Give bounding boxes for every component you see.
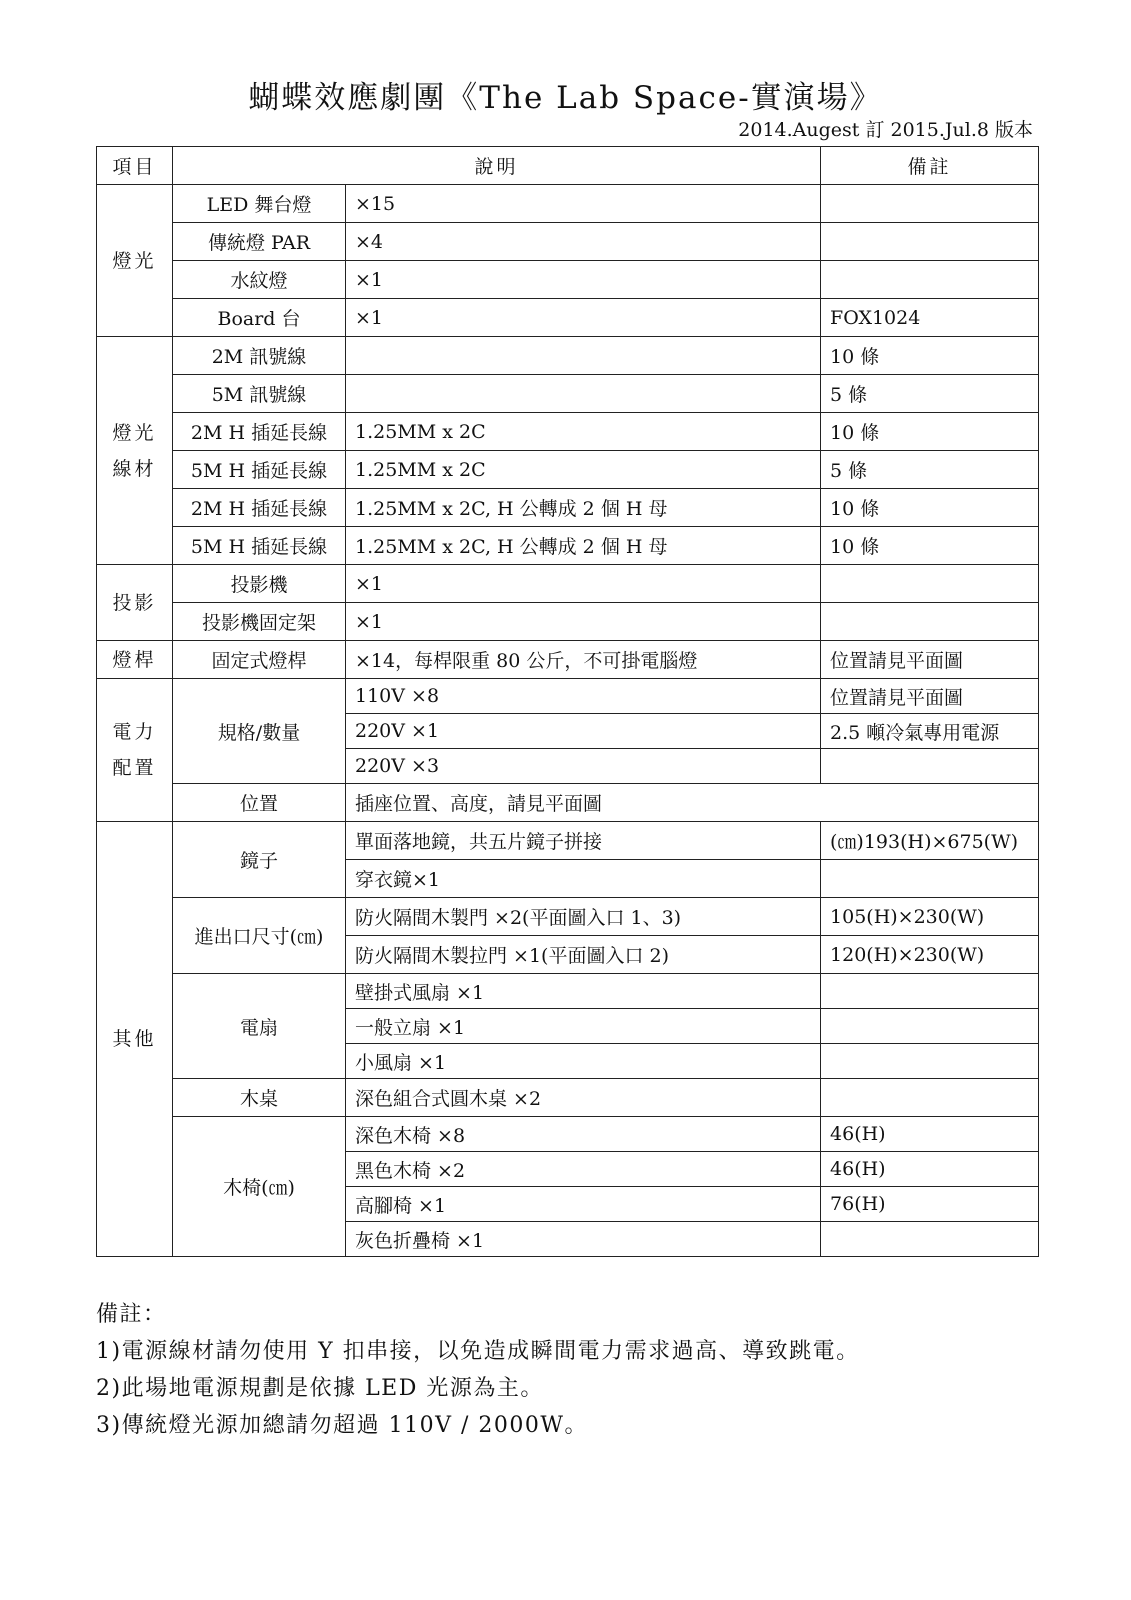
item-name: 木椅(㎝) [173,1117,346,1257]
item-desc: 穿衣鏡×1 [346,860,821,898]
table-row [97,299,1039,337]
category-projection: 投影 [97,565,173,641]
category-cables-line2: 線材 [112,457,157,480]
item-desc: 小風扇 ×1 [346,1044,821,1079]
item-note: 105(H)×230(W) [821,898,1039,936]
item-desc: ×1 [346,603,821,641]
note-item: 1)電源線材請勿使用 Y 扣串接，以免造成瞬間電力需求過高、導致跳電。 [96,1339,860,1364]
item-note: 位置請見平面圖 [821,679,1039,714]
item-name: 傳統燈 PAR [173,223,346,261]
item-name: 投影機固定架 [173,603,346,641]
table-row [97,337,1039,375]
item-note [821,860,1039,898]
item-name: 位置 [173,784,346,822]
version-label: 2014.Augest 訂 2015.Jul.8 版本 [738,119,1033,141]
note-item: 3)傳統燈光源加總請勿超過 110V / 2000W。 [96,1413,588,1438]
equipment-table [96,146,1039,1257]
item-name: 2M 訊號線 [173,337,346,375]
item-desc: 1.25MM x 2C [346,451,821,489]
item-note [821,603,1039,641]
item-desc: 1.25MM x 2C, H 公轉成 2 個 H 母 [346,527,821,565]
item-desc: 220V ×3 [346,749,821,784]
item-note [821,974,1039,1009]
header-desc: 說明 [173,147,821,185]
table-row [97,413,1039,451]
item-name: 2M H 插延長線 [173,413,346,451]
category-power-line1: 電力 [112,721,157,743]
table-row [97,489,1039,527]
item-desc [346,375,821,413]
table-row [97,898,1039,936]
item-note: 10 條 [821,527,1039,565]
item-desc: ×14，每桿限重 80 公斤，不可掛電腦燈 [346,641,821,679]
item-note: 76(H) [821,1187,1039,1222]
header-note: 備註 [821,147,1039,185]
item-note: 2.5 噸冷氣專用電源 [821,714,1039,749]
table-row [97,451,1039,489]
item-name: LED 舞台燈 [173,185,346,223]
item-name: 投影機 [173,565,346,603]
table-row [97,527,1039,565]
category-others: 其他 [97,822,173,1257]
item-desc: 防火隔間木製拉門 ×1(平面圖入口 2) [346,936,821,974]
item-note: 5 條 [821,375,1039,413]
table-row [97,1117,1039,1152]
table-row [97,565,1039,603]
category-cables [97,337,173,565]
item-note: 120(H)×230(W) [821,936,1039,974]
notes-heading: 備註： [96,1302,167,1327]
item-name: 固定式燈桿 [173,641,346,679]
item-note: 10 條 [821,337,1039,375]
item-note [821,185,1039,223]
category-power [97,679,173,822]
table-row [97,261,1039,299]
item-note: 5 條 [821,451,1039,489]
item-note: 位置請見平面圖 [821,641,1039,679]
item-desc: 1.25MM x 2C, H 公轉成 2 個 H 母 [346,489,821,527]
category-lighting: 燈光 [97,185,173,337]
item-name: 鏡子 [173,822,346,898]
page-title: 蝴蝶效應劇團《The Lab Space-實演場》 [248,80,883,116]
item-desc: 灰色折疊椅 ×1 [346,1222,821,1257]
item-name: Board 台 [173,299,346,337]
item-desc: 深色木椅 ×8 [346,1117,821,1152]
item-note: FOX1024 [821,299,1039,337]
note-item: 2)此場地電源規劃是依據 LED 光源為主。 [96,1376,544,1401]
item-desc: 黑色木椅 ×2 [346,1152,821,1187]
item-desc: 單面落地鏡，共五片鏡子拼接 [346,822,821,860]
table-row [97,784,1039,822]
table-row [97,603,1039,641]
item-desc: ×1 [346,565,821,603]
category-cables-line1: 燈光 [112,421,157,444]
item-desc: 壁掛式風扇 ×1 [346,974,821,1009]
notes-section [96,1296,860,1444]
table-row [97,679,1039,714]
item-desc: ×4 [346,223,821,261]
item-name: 電扇 [173,974,346,1079]
item-desc: 220V ×1 [346,714,821,749]
table-row [97,641,1039,679]
item-note: 10 條 [821,489,1039,527]
item-note [821,1079,1039,1117]
item-desc: 插座位置、高度，請見平面圖 [346,784,1039,822]
table-row [97,185,1039,223]
category-battens: 燈桿 [97,641,173,679]
item-desc: ×1 [346,261,821,299]
item-note: 46(H) [821,1152,1039,1187]
item-desc: ×1 [346,299,821,337]
item-note [821,565,1039,603]
item-note [821,1222,1039,1257]
table-row [97,1079,1039,1117]
item-desc: 深色組合式圓木桌 ×2 [346,1079,821,1117]
item-desc: 1.25MM x 2C [346,413,821,451]
item-note [821,1044,1039,1079]
item-name: 進出口尺寸(㎝) [173,898,346,974]
item-name: 5M H 插延長線 [173,451,346,489]
item-desc: 高腳椅 ×1 [346,1187,821,1222]
item-desc: 防火隔間木製門 ×2(平面圖入口 1、3) [346,898,821,936]
item-desc: ×15 [346,185,821,223]
item-note [821,749,1039,784]
header-item: 項目 [97,147,173,185]
table-row [97,375,1039,413]
item-name: 5M H 插延長線 [173,527,346,565]
item-note: 10 條 [821,413,1039,451]
table-row [97,974,1039,1009]
item-name: 5M 訊號線 [173,375,346,413]
item-desc: 110V ×8 [346,679,821,714]
item-name: 木桌 [173,1079,346,1117]
item-name: 2M H 插延長線 [173,489,346,527]
item-name: 規格/數量 [173,679,346,784]
item-note [821,1009,1039,1044]
item-note: (㎝)193(H)×675(W) [821,822,1039,860]
item-note [821,223,1039,261]
table-row [97,822,1039,860]
item-note [821,261,1039,299]
item-desc: 一般立扇 ×1 [346,1009,821,1044]
table-row [97,223,1039,261]
table-header-row [97,147,1039,185]
item-name: 水紋燈 [173,261,346,299]
item-desc [346,337,821,375]
item-note: 46(H) [821,1117,1039,1152]
category-power-line2: 配置 [112,757,157,779]
